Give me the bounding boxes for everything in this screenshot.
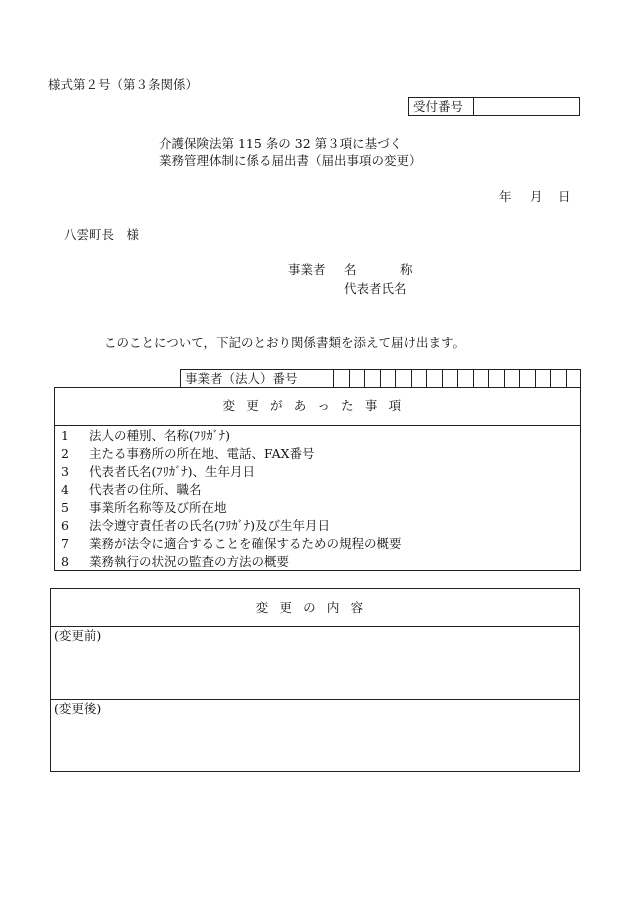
changed-items-divider [55, 425, 580, 426]
before-content-field[interactable] [51, 643, 579, 698]
list-item [55, 430, 580, 446]
list-item [55, 466, 580, 482]
list-item-number: 8 [61, 554, 69, 569]
receipt-number-label: 受付番号 [413, 99, 464, 114]
list-item [55, 538, 580, 554]
list-item-number: 2 [61, 446, 69, 461]
business-label: 事業者 [288, 262, 326, 277]
addressee: 八雲町長 様 [64, 227, 140, 242]
representative-label: 代表者氏名 [344, 281, 407, 296]
change-content-divider-1 [51, 626, 579, 627]
digit-cell[interactable] [458, 370, 473, 387]
list-item-number: 3 [61, 464, 69, 479]
receipt-number-field[interactable] [477, 98, 577, 115]
changed-items-table [54, 387, 581, 571]
statement: このことについて，下記のとおり関係書類を添えて届け出ます。 [104, 335, 466, 350]
change-content-table [50, 588, 580, 772]
list-item-text: 代表者氏名(ﾌﾘｶﾞﾅ)、生年月日 [89, 464, 256, 479]
list-item [55, 502, 580, 518]
digit-cell[interactable] [551, 370, 566, 387]
date-month-label: 月 [530, 189, 543, 204]
list-item [55, 484, 580, 500]
form-number: 様式第２号（第３条関係） [48, 77, 199, 92]
list-item-text: 代表者の住所、職名 [89, 482, 202, 497]
receipt-number-box [408, 97, 580, 116]
before-label: (変更前) [54, 628, 102, 643]
corporation-number-box [180, 369, 581, 388]
list-item-text: 事業所名称等及び所在地 [89, 500, 227, 515]
date-year-label: 年 [499, 189, 512, 204]
digit-cell[interactable] [365, 370, 380, 387]
digit-cell[interactable] [489, 370, 504, 387]
list-item-number: 7 [61, 536, 69, 551]
changed-items-header: 変更があった事項 [222, 398, 413, 413]
digit-cell[interactable] [567, 370, 582, 387]
title-line-2: 業務管理体制に係る届出書（届出事項の変更） [159, 153, 422, 168]
change-content-header: 変更の内容 [255, 600, 375, 615]
digit-cell[interactable] [350, 370, 365, 387]
digit-cell[interactable] [443, 370, 458, 387]
digit-cell[interactable] [474, 370, 489, 387]
list-item-text: 法人の種別、名称(ﾌﾘｶﾞﾅ) [89, 428, 231, 443]
digit-cell[interactable] [536, 370, 551, 387]
digit-cell[interactable] [412, 370, 427, 387]
list-item [55, 520, 580, 536]
after-content-field[interactable] [51, 716, 579, 771]
name-label-2: 称 [400, 262, 413, 277]
list-item-number: 5 [61, 500, 69, 515]
name-label-1: 名 [344, 262, 357, 277]
corporation-number-label: 事業者（法人）番号 [185, 371, 298, 386]
after-label: (変更後) [54, 701, 102, 716]
digit-cell[interactable] [334, 370, 349, 387]
list-item-number: 4 [61, 482, 69, 497]
list-item-text: 業務が法令に適合することを確保するための規程の概要 [89, 536, 402, 551]
digit-cell[interactable] [520, 370, 535, 387]
digit-cell[interactable] [381, 370, 396, 387]
date-day-label: 日 [558, 189, 571, 204]
list-item [55, 448, 580, 464]
change-content-divider-2 [51, 699, 579, 700]
list-item-text: 業務執行の状況の監査の方法の概要 [89, 554, 290, 569]
list-item-number: 6 [61, 518, 69, 533]
digit-cell[interactable] [505, 370, 520, 387]
receipt-divider [473, 98, 474, 115]
title-line-1: 介護保険法第 115 条の 32 第３項に基づく [159, 136, 403, 151]
list-item-text: 主たる事務所の所在地、電話、FAX番号 [89, 446, 315, 461]
digit-cell[interactable] [427, 370, 442, 387]
list-item-number: 1 [61, 428, 69, 443]
list-item-text: 法令遵守責任者の氏名(ﾌﾘｶﾞﾅ)及び生年月日 [89, 518, 331, 533]
digit-cell[interactable] [396, 370, 411, 387]
list-item [55, 556, 580, 572]
